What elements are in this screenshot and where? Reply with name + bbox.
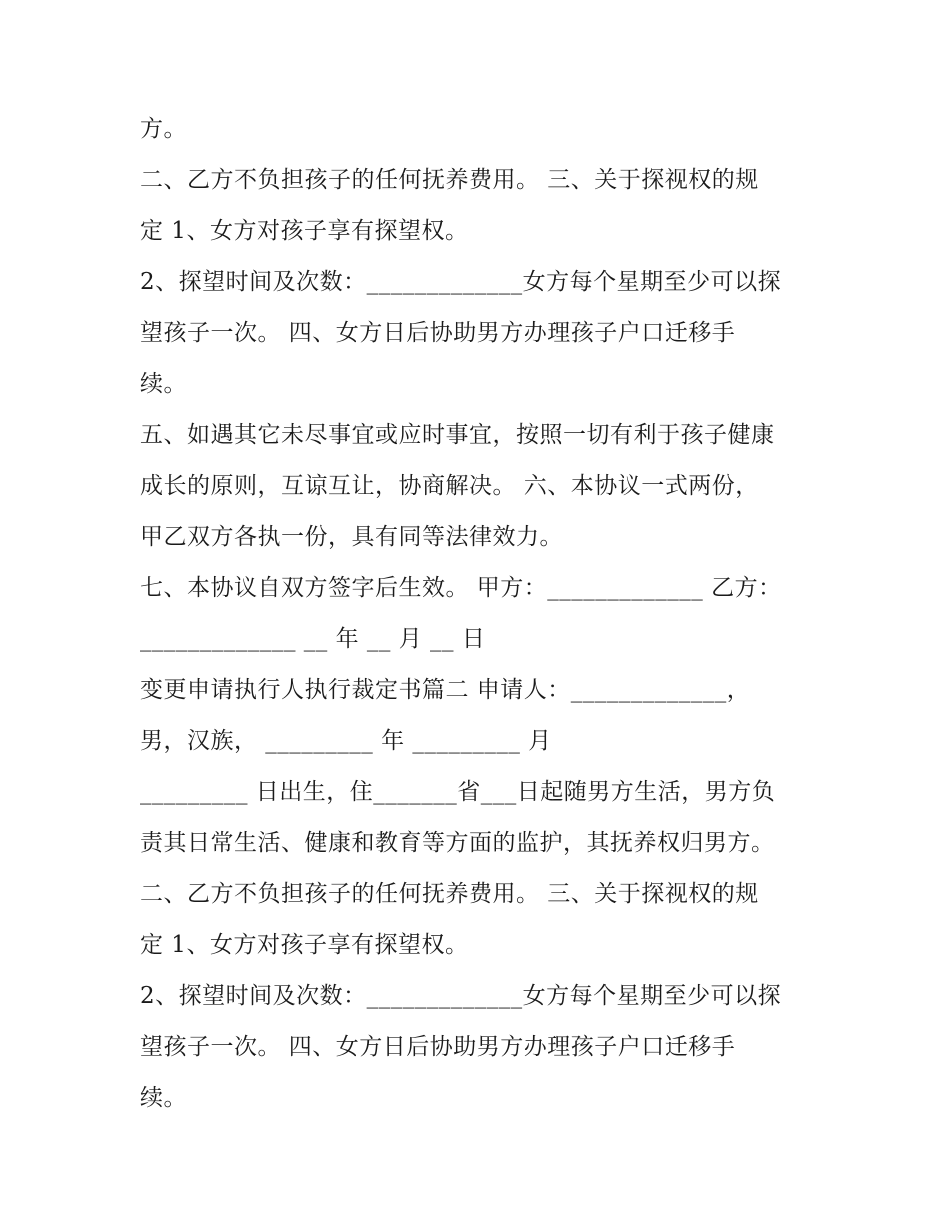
text-line: 男，汉族， _________ 年 _________ 月 <box>140 728 552 754</box>
text-line: 续。 <box>140 1085 187 1111</box>
text-line: 二、乙方不负担孩子的任何抚养费用。 三、关于探视权的规 <box>140 167 759 193</box>
text-line: 七、本协议自双方签字后生效。 甲方：_____________ 乙方： <box>140 575 782 601</box>
text-line: _________ 日出生，住_______省___日起随男方生活，男方负 <box>140 779 776 805</box>
text-line: 望孩子一次。 四、女方日后协助男方办理孩子户口迁移手 <box>140 320 736 346</box>
text-line: 方。 <box>140 116 187 142</box>
text-line: 甲乙双方各执一份，具有同等法律效力。 <box>140 524 563 550</box>
text-line: 五、如遇其它未尽事宜或应时事宜，按照一切有利于孩子健康 <box>140 422 775 448</box>
text-line: 二、乙方不负担孩子的任何抚养费用。 三、关于探视权的规 <box>140 881 759 907</box>
text-line: 2、探望时间及次数：_____________女方每个星期至少可以探 <box>140 269 782 295</box>
text-line: _____________ __ 年 __ 月 __ 日 <box>140 626 486 652</box>
text-line: 续。 <box>140 371 187 397</box>
text-line: 定 1、女方对孩子享有探望权。 <box>140 218 469 244</box>
text-line: 定 1、女方对孩子享有探望权。 <box>140 932 469 958</box>
text-line: 成长的原则，互谅互让，协商解决。 六、本协议一式两份， <box>140 473 759 499</box>
text-line: 变更申请执行人执行裁定书篇二 申请人：_____________， <box>140 677 751 703</box>
text-line: 2、探望时间及次数：_____________女方每个星期至少可以探 <box>140 983 782 1009</box>
text-line: 望孩子一次。 四、女方日后协助男方办理孩子户口迁移手 <box>140 1034 736 1060</box>
text-line: 责其日常生活、健康和教育等方面的监护，其抚养权归男方。 <box>140 830 775 856</box>
